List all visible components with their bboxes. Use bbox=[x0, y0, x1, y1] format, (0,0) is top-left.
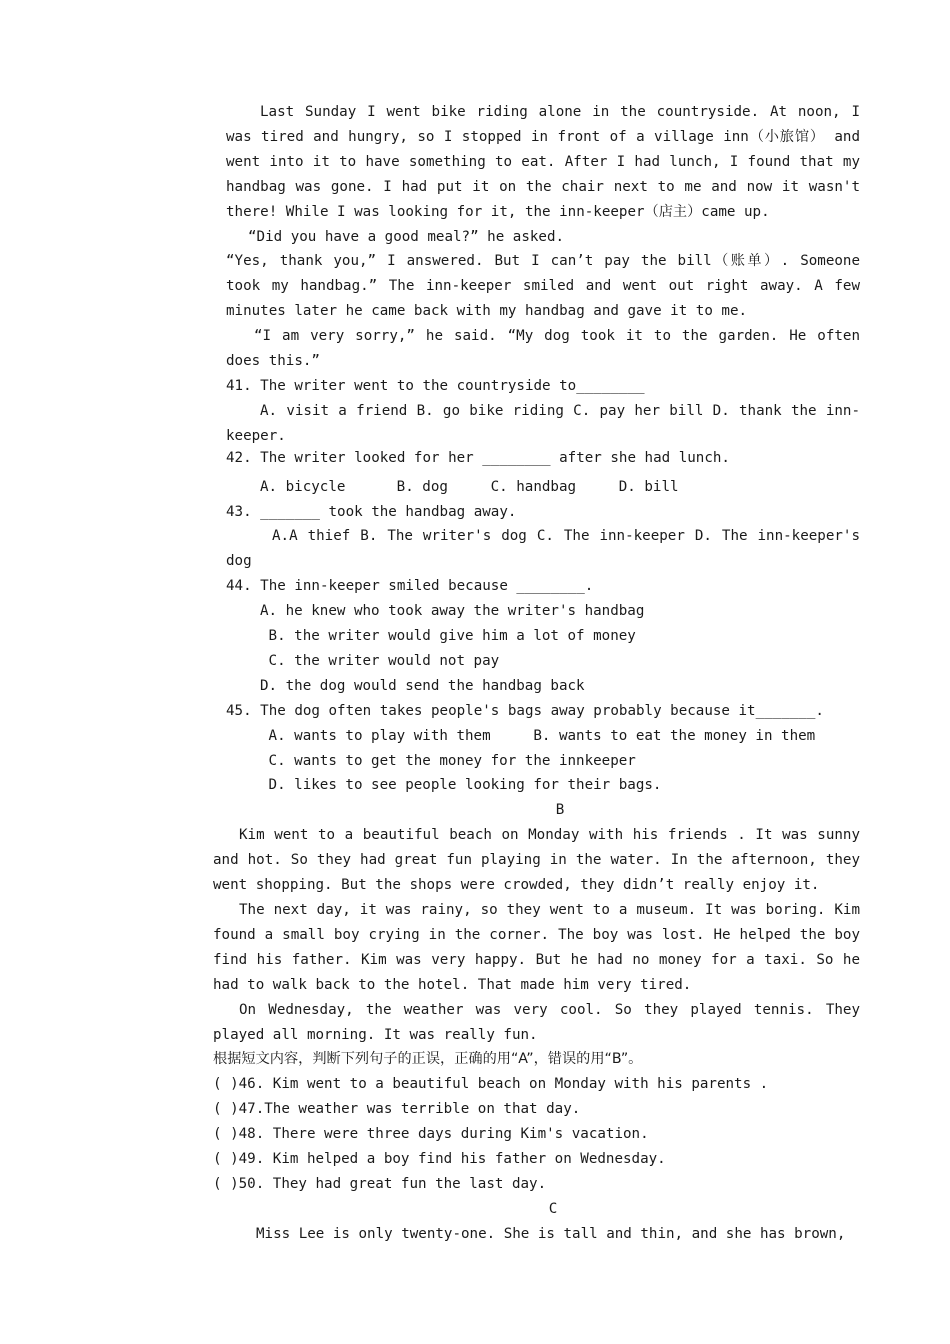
passage-c-paragraph-1: Miss Lee is only twenty-one. She is tall and thin, and she has brown, bbox=[256, 1225, 846, 1242]
passage-b-paragraph-1: Kim went to a beautiful beach on Monday with his friends . It was sunny and hot. So they had great fun playing in the water. In the afternoon, they went shopping. But the shops were crowded, they didn’t really enjoy it. bbox=[213, 827, 860, 894]
question-43-stem: 43. _______ took the handbag away. bbox=[226, 503, 517, 520]
question-44-option-b: B. the writer would give him a lot of money bbox=[260, 628, 636, 645]
passage-a-paragraph-1: Last Sunday I went bike riding alone in the countryside. At noon, I was tired and hungry, so I stopped in front of a village inn（小旅馆） and went into it to have something to eat. After I had lunch, I found that my handbag was gone. I had put it on the chair next to me and now it wasn't there! While I was looking for it, the inn-keeper（店主）came up. bbox=[226, 104, 860, 220]
question-45-stem: 45. The dog often takes people's bags away probably because it_______. bbox=[226, 702, 824, 719]
question-42-stem: 42. The writer looked for her ________ after she had lunch. bbox=[226, 449, 730, 466]
question-44-option-d: D. the dog would send the handbag back bbox=[260, 677, 585, 694]
question-42-options: A. bicycle B. dog C. handbag D. bill bbox=[260, 478, 679, 495]
question-44-option-a: A. he knew who took away the writer's handbag bbox=[260, 603, 645, 620]
passage-b-paragraph-2: The next day, it was rainy, so they went to a museum. It was boring. Kim found a small boy crying in the corner. The boy was lost. He helped the boy find his father. Kim was very happy. But he had no money for a taxi. So he had to walk back to the hotel. That made him very tired. bbox=[213, 902, 860, 993]
worksheet-page bbox=[213, 100, 860, 1247]
question-45-option-d: D. likes to see people looking for their bags. bbox=[260, 777, 662, 794]
true-false-item-46: ( )46. Kim went to a beautiful beach on Monday with his parents . bbox=[213, 1076, 769, 1093]
question-45-option-c: C. wants to get the money for the innkeeper bbox=[260, 752, 636, 769]
section-b-instruction: 根据短文内容，判断下列句子的正误，正确的用“A”，错误的用“B”。 bbox=[213, 1051, 643, 1068]
question-44-option-c: C. the writer would not pay bbox=[260, 652, 500, 669]
section-b-body bbox=[213, 823, 860, 1197]
question-45-options-ab: A. wants to play with them B. wants to eat the money in them bbox=[260, 727, 816, 744]
question-43-options: A.A thief B. The writer's dog C. The inn-keeper D. The inn-keeper's dog bbox=[226, 528, 860, 570]
question-41-options: A. visit a friend B. go bike riding C. pay her bill D. thank the inn-keeper. bbox=[226, 402, 860, 444]
true-false-item-48: ( )48. There were three days during Kim's vacation. bbox=[213, 1126, 649, 1143]
passage-b-paragraph-3: On Wednesday, the weather was very cool. So they played tennis. They played all morning. It was really fun. bbox=[213, 1001, 860, 1043]
true-false-item-50: ( )50. They had great fun the last day. bbox=[213, 1175, 547, 1192]
section-c-heading: C bbox=[548, 1200, 558, 1217]
passage-a-paragraph-3: “Yes, thank you,” I answered. But I can’t pay the bill（账单）. Someone took my handbag.” The inn-keeper smiled and went out right away. A few minutes later he came back with my handbag and gave it to me. bbox=[226, 253, 860, 320]
true-false-item-47: ( )47.The weather was terrible on that day. bbox=[213, 1101, 581, 1118]
true-false-item-49: ( )49. Kim helped a boy find his father on Wednesday. bbox=[213, 1151, 666, 1168]
question-44-stem: 44. The inn-keeper smiled because ________. bbox=[226, 578, 594, 595]
question-41-stem: 41. The writer went to the countryside to________ bbox=[226, 377, 645, 394]
passage-a-paragraph-2: “Did you have a good meal?” he asked. bbox=[248, 228, 565, 245]
section-b-heading: B bbox=[555, 802, 565, 819]
passage-a-paragraph-4: “I am very sorry,” he said. “My dog took it to the garden. He often does this.” bbox=[226, 328, 860, 370]
